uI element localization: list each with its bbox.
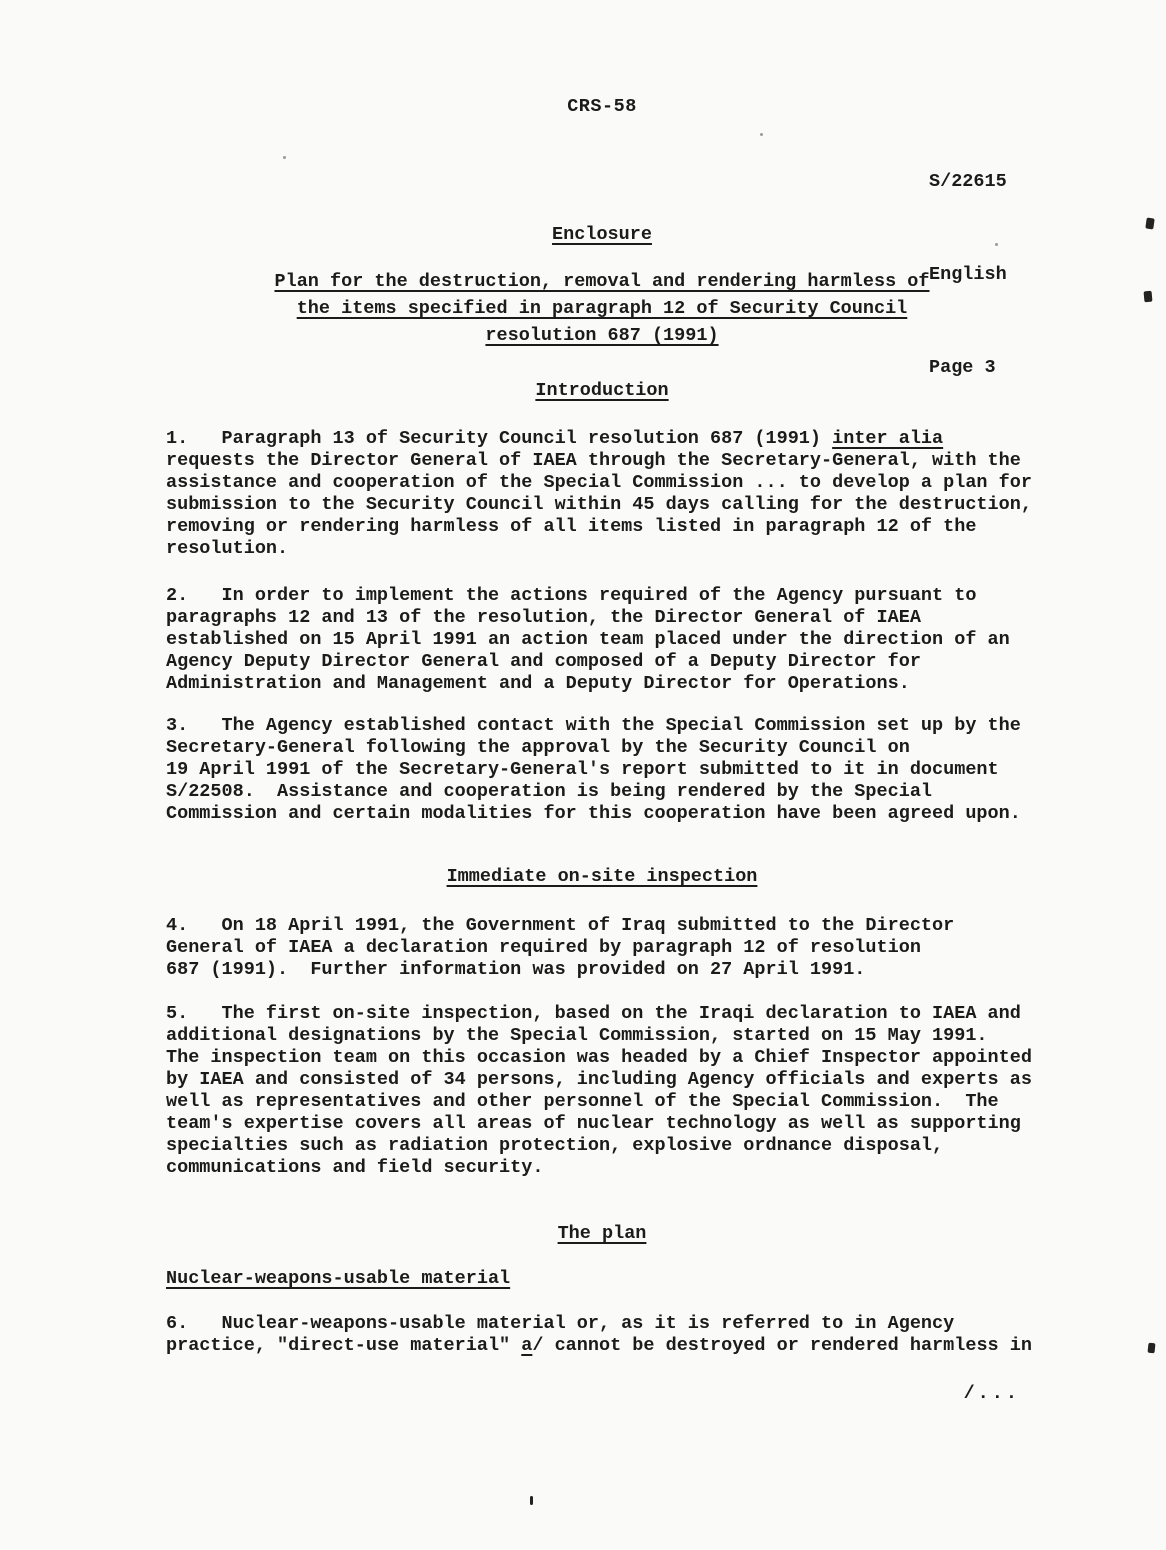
- ink-speck: [1147, 1343, 1155, 1354]
- enclosure-heading-text: Enclosure: [552, 224, 652, 245]
- nuclear-material-subheading-text: Nuclear-weapons-usable material: [166, 1268, 511, 1289]
- paragraph-3: 3. The Agency established contact with the Special Commission set up by the Secretary-General following the approval by the Security Council on 19 April 1991 of the Secretary-General's report submitted to it in document S/22508. Assistance and cooperation is being rendered by the Special Commission and certain modalities for this cooperation have been agreed upon.: [166, 715, 1021, 824]
- onsite-inspection-heading: [166, 866, 1038, 888]
- ink-speck: [1144, 291, 1153, 303]
- document-title: [166, 268, 1038, 349]
- paragraph-1: 1. Paragraph 13 of Security Council resolution 687 (1991) inter alia requests the Director General of IAEA through the Secretary-General, with the assistance and cooperation of the Special Commission ... to develop a plan for submission to the Security Council within 45 days calling for the destruction, removing or rendering harmless of all items listed in paragraph 12 of the resolution.: [166, 428, 1032, 559]
- ink-speck: [530, 1496, 533, 1505]
- plan-heading: [166, 1223, 1038, 1245]
- continuation-mark: /...: [963, 1383, 1020, 1404]
- paragraph-5: 5. The first on-site inspection, based on the Iraqi declaration to IAEA and additional designations by the Special Commission, started on 15 May 1991. The inspection team on this occasion was headed by a Chief Inspector appointed by IAEA and consisted of 34 persons, including Agency officials and experts as well as representatives and other personnel of the Special Commission. The team's expertise covers all areas of nuclear technology as well as supporting specialties such as radiation protection, explosive ordnance disposal, communications and field security.: [166, 1003, 1032, 1178]
- doc-symbol-center: CRS-58: [567, 96, 637, 117]
- doc-number: S/22615: [929, 171, 1007, 192]
- ink-speck: [283, 156, 286, 159]
- introduction-heading: [166, 380, 1038, 402]
- doc-language: English: [929, 264, 1007, 285]
- ink-speck: [760, 133, 763, 136]
- paragraph-4: 4. On 18 April 1991, the Government of Iraq submitted to the Director General of IAEA a declaration required by paragraph 12 of resolution 687 (1991). Further information was provided on 27 April 1991.: [166, 915, 955, 980]
- paragraph-2: 2. In order to implement the actions required of the Agency pursuant to paragraphs 12 and 13 of the resolution, the Director General of IAEA established on 15 April 1991 an action team placed under the direction of an Agency Deputy Director General and composed of a Deputy Director for Administration and Management and a Deputy Director for Operations.: [166, 585, 1010, 694]
- introduction-heading-text: Introduction: [535, 380, 669, 401]
- paragraph-6: 6. Nuclear-weapons-usable material or, as it is referred to in Agency practice, "direct-use material" a/ cannot be destroyed or rendered harmless in: [166, 1313, 1032, 1356]
- nuclear-material-subheading: [166, 1268, 1038, 1290]
- onsite-inspection-heading-text: Immediate on-site inspection: [446, 866, 758, 887]
- title-line-3: resolution 687 (1991): [485, 325, 719, 346]
- ink-speck: [1145, 217, 1154, 229]
- title-line-2: the items specified in paragraph 12 of Security Council: [296, 298, 908, 319]
- enclosure-heading: [166, 224, 1038, 246]
- ink-speck: [995, 243, 998, 246]
- title-line-1: Plan for the destruction, removal and rendering harmless of: [274, 271, 930, 292]
- plan-heading-text: The plan: [557, 1223, 647, 1244]
- document-body: [166, 0, 1038, 1405]
- doc-page-number: Page 3: [929, 357, 996, 378]
